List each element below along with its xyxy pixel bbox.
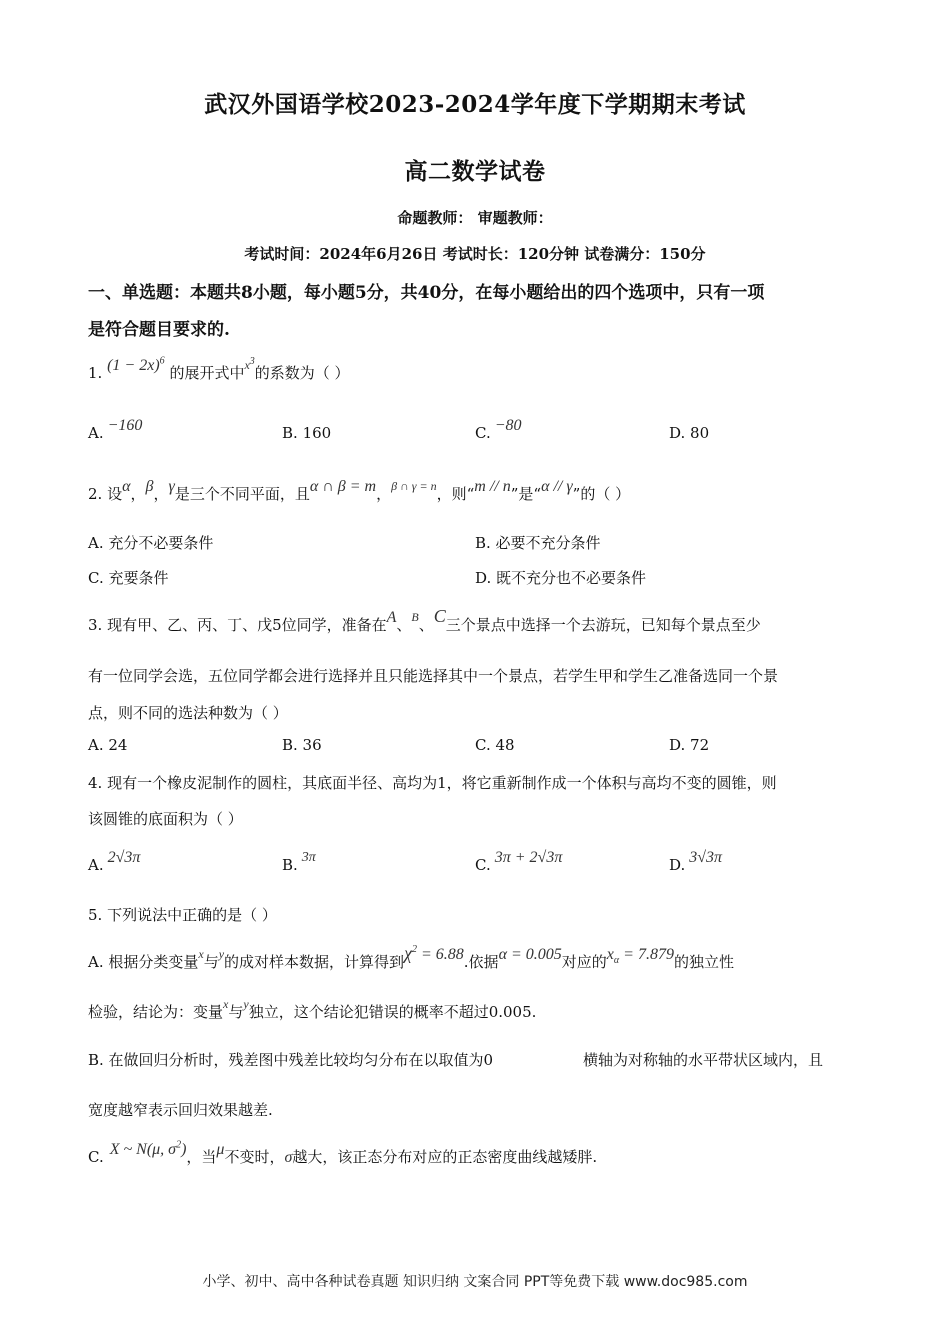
q3-spot-c: C <box>433 606 446 626</box>
q2-parallel-alpha-gamma: α // γ <box>541 478 573 495</box>
q1-text-a: 的展开式中 <box>169 364 245 382</box>
q1-option-b: B. 160 <box>282 424 332 442</box>
q5-critical-value: $x_\alpha = 7.879$ <box>606 946 674 967</box>
question-1-stem <box>88 355 350 383</box>
q1-number: 1. <box>88 364 103 382</box>
question-3-line1: 3. 现有甲、乙、丙、丁、戊5位同学，准备在A、$^B$、C三个景点中选择一个去游玩，已知每个景点至少 <box>88 606 761 634</box>
q5-option-a-line1: A. 根据分类变量$^x$与$^y$的成对样本数据，计算得到$\chi^2 = 6.88$.依据α = 0.005对应的$x_\alpha = 7.879$的独立性 <box>88 943 734 971</box>
q2-alpha: α <box>122 478 131 495</box>
q2-parallel-mn: m // n <box>474 478 511 495</box>
q2-gamma: γ <box>168 478 175 495</box>
q3-option-a: A. 24 <box>88 736 128 754</box>
q2-option-d: D. 既不充分也不必要条件 <box>475 569 647 587</box>
q1-x3: x3 <box>244 356 255 372</box>
q5-option-c: C. X ~ N(μ, $\sigma^2$)，当μ不变时，σ越大，该正态分布对应的正态密度曲线越矮胖. <box>88 1139 598 1166</box>
q4-option-c: C. 3π + 2√3π <box>475 849 563 874</box>
teacher-info: 命题教师： 审题教师： <box>397 209 553 227</box>
exam-subtitle: 高二数学试卷 <box>404 158 546 185</box>
question-4-line2: 该圆锥的底面积为（ ） <box>88 810 243 828</box>
q4-option-d: D. 3√3π <box>669 849 723 874</box>
q5-option-b-line2: 宽度越窄表示回归效果越差. <box>88 1101 273 1119</box>
q3-option-c: C. 48 <box>475 736 515 754</box>
exam-title: 武汉外国语学校2023-2024学年度下学期期末考试 <box>204 91 746 118</box>
section-heading-line1: 一、单选题：本题共8小题，每小题5分，共40分，在每小题给出的四个选项中，只有一项 <box>88 283 765 303</box>
q2-option-a: A. 充分不必要条件 <box>88 534 214 552</box>
q5-option-b-line1b: 横轴为对称轴的水平带状区域内，且 <box>583 1051 824 1069</box>
q2-intersection-n: β ∩ γ = n <box>391 479 437 493</box>
q1-text-b: 的系数为（ ） <box>254 364 350 382</box>
question-3-line2: 有一位同学会选，五位同学都会进行选择并且只能选择其中一个景点，若学生甲和学生乙准备选同一个景 <box>88 667 779 685</box>
q5-alpha-value: α = 0.005 <box>498 946 562 963</box>
q5-option-b-line1a: B. 在做回归分析时，残差图中残差比较均匀分布在以取值为0 <box>88 1051 494 1069</box>
q4-option-a: A. 2√3π <box>88 849 141 874</box>
question-5-stem: 5. 下列说法中正确的是（ ） <box>88 906 277 924</box>
q2-option-c: C. 充要条件 <box>88 569 169 587</box>
q3-spot-b: B <box>411 610 419 624</box>
footer-ad: 小学、初中、高中各种试卷真题 知识归纳 文案合同 PPT等免费下载 www.doc985.com <box>202 1274 748 1290</box>
q2-intersection-m: α ∩ β = m <box>309 478 377 495</box>
q2-beta: β <box>145 478 154 495</box>
q5-normal-dist: X ~ N(μ, $\sigma^2$) <box>109 1139 187 1158</box>
exam-info: 考试时间：2024年6月26日 考试时长：120分钟 试卷满分：150分 <box>244 245 706 263</box>
q3-option-d: D. 72 <box>669 736 710 754</box>
q3-option-b: B. 36 <box>282 736 322 754</box>
q1-option-d: D. 80 <box>669 424 710 442</box>
question-4-line1: 4. 现有一个橡皮泥制作的圆柱，其底面半径、高均为1，将它重新制作成一个体积与高均不变的圆锥，则 <box>88 774 777 792</box>
q3-spot-a: A <box>386 609 397 626</box>
section-heading-line2: 是符合题目要求的. <box>88 320 230 340</box>
question-3-line3: 点，则不同的选法种数为（ ） <box>88 704 288 722</box>
q1-option-a: A. −160 <box>88 417 143 442</box>
q5-chi-square: $\chi^2 = 6.88$ <box>404 943 464 963</box>
q1-option-c: C. −80 <box>475 417 522 442</box>
q4-option-b: B. 3π <box>282 850 316 874</box>
q5-option-a-line2: 检验，结论为：变量$^x$与$^y$独立，这个结论犯错误的概率不超过0.005. <box>88 997 537 1021</box>
question-2-stem: 2. 设α，β，γ是三个不同平面，且α ∩ β = m，$^{\beta \cap \gamma = n}$，则“m // n”是“α // γ”的（ ） <box>88 478 631 503</box>
q1-expression: $(1 - 2x)^6$ <box>107 355 165 374</box>
q2-option-b: B. 必要不充分条件 <box>475 534 601 552</box>
